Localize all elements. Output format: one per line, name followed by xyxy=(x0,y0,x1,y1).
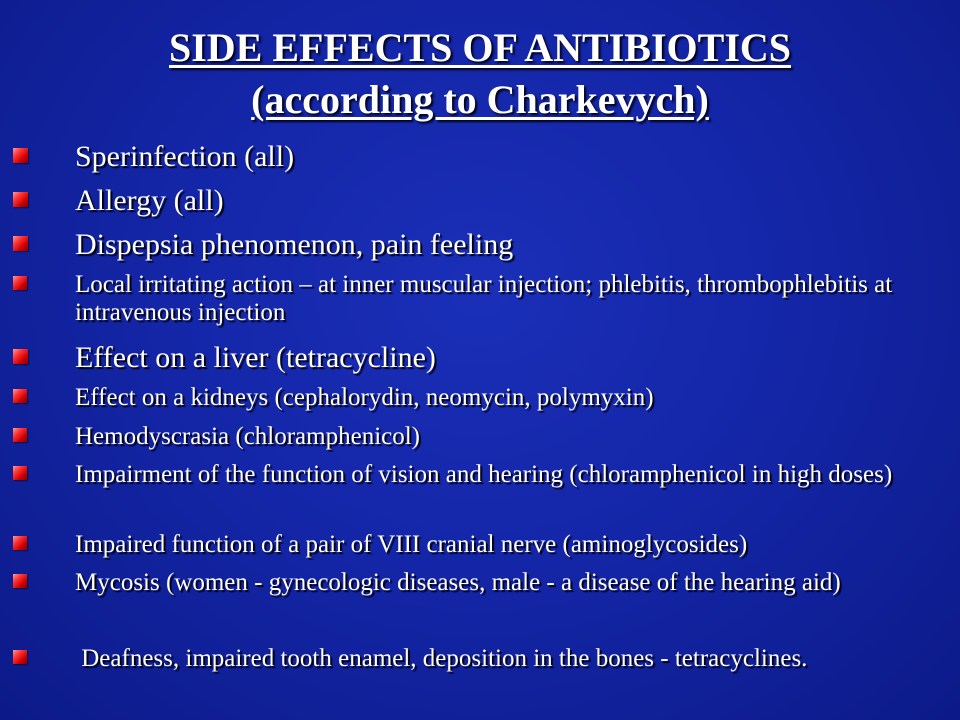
red-square-bullet-icon xyxy=(13,148,28,163)
red-square-bullet-icon xyxy=(13,650,27,664)
list-item-text: Local irritating action – at inner muscular injection; phlebitis, thrombophlebitis at intravenous injection xyxy=(75,271,893,326)
list-item-text: Impairment of the function of vision and hearing (chloramphenicol in high doses) xyxy=(75,461,893,488)
list-item-text: Dispepsia phenomenon, pain feeling xyxy=(75,228,514,261)
list-item-text: Allergy (all) xyxy=(75,184,224,217)
red-square-bullet-icon xyxy=(13,276,27,290)
list-item-text: Deafness, impaired tooth enamel, deposition in the bones - tetracyclines. xyxy=(75,645,808,672)
slide-title xyxy=(0,22,960,126)
red-square-bullet-icon xyxy=(13,428,27,442)
list-item-text: Mycosis (women - gynecologic diseases, male - a disease of the hearing aid) xyxy=(75,569,841,596)
list-item-text: Hemodyscrasia (chloramphenicol) xyxy=(75,423,421,450)
red-square-bullet-icon xyxy=(13,389,27,403)
red-square-bullet-icon xyxy=(13,466,27,480)
red-square-bullet-icon xyxy=(13,574,27,588)
red-square-bullet-icon xyxy=(13,349,28,364)
slide-title-line-2: (according to Charkevych) xyxy=(251,77,709,122)
slide-title-line-1: SIDE EFFECTS OF ANTIBIOTICS xyxy=(168,25,792,70)
red-square-bullet-icon xyxy=(13,192,28,207)
red-square-bullet-icon xyxy=(13,536,27,550)
list-item-text: Impaired function of a pair of VIII cranial nerve (aminoglycosides) xyxy=(75,531,748,558)
red-square-bullet-icon xyxy=(13,236,28,251)
list-item-text: Effect on a liver (tetracycline) xyxy=(75,341,436,374)
list-item-text: Sperinfection (all) xyxy=(75,140,295,173)
list-item-text: Effect on a kidneys (cephalorydin, neomycin, polymyxin) xyxy=(75,384,654,411)
